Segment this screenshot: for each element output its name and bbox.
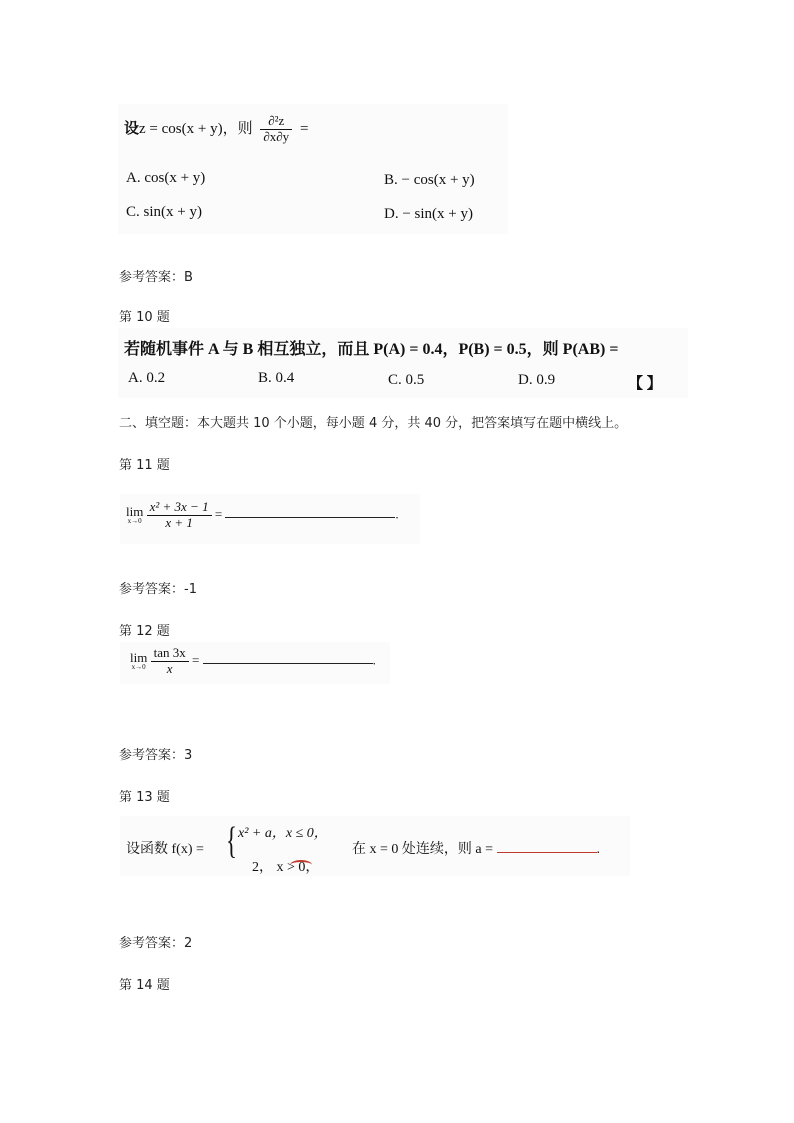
q9-stem <box>124 114 308 145</box>
q13-answer: 参考答案：2 <box>119 936 193 951</box>
q13-answer-blank <box>497 851 597 853</box>
q9-frac-num: ∂²z <box>260 114 292 130</box>
q13-period: . <box>596 842 601 857</box>
q12-fraction <box>151 646 189 677</box>
q10-option-a: A. 0.2 <box>128 370 166 386</box>
q12-period: . <box>372 652 376 668</box>
q13-case2: 2， x > 0， <box>252 860 320 875</box>
q12-answer-blank <box>203 662 373 664</box>
q11-frac-den: x + 1 <box>165 514 193 530</box>
q9-stem-suffix: = <box>299 120 309 137</box>
q11-heading: 第 11 题 <box>119 458 170 473</box>
q12-frac-den: x <box>166 660 173 676</box>
q12-lim-sub: x→0 <box>131 663 146 672</box>
q9-stem-func: z = cos(x + y)，则 <box>139 120 253 137</box>
q11-frac-num: x² + 3x − 1 <box>147 500 212 516</box>
q11-lim <box>126 505 143 525</box>
q13-brace: { <box>226 820 237 862</box>
q10-option-c: C. 0.5 <box>388 372 425 388</box>
q11-lim-word: lim <box>126 504 144 520</box>
q11-fraction <box>147 500 212 531</box>
q9-frac-den: ∂x∂y <box>263 128 290 144</box>
q14-heading: 第 14 题 <box>119 978 170 993</box>
q13-red-mark <box>290 860 312 870</box>
q13-stem-suffix <box>352 838 600 858</box>
q12-lim <box>130 651 147 671</box>
q10-heading: 第 10 题 <box>119 310 170 325</box>
q12-expression <box>130 646 376 677</box>
q9-stem-prefix: 设 <box>124 120 140 137</box>
q13-stem-prefix: 设函数 f(x) = <box>126 842 204 857</box>
section2-title: 二、填空题：本大题共 10 个小题，每小题 4 分，共 40 分，把答案填写在题中横线上。 <box>119 416 628 431</box>
q12-frac-num: tan 3x <box>151 646 189 662</box>
q12-equals: = <box>191 652 200 668</box>
q10-option-b: B. 0.4 <box>258 370 295 386</box>
q13-heading: 第 13 题 <box>119 790 170 805</box>
q9-answer: 参考答案：B <box>119 270 193 285</box>
q12-lim-word: lim <box>130 650 148 666</box>
q9-option-c: C. sin(x + y) <box>126 204 202 220</box>
q10-answer-bracket: 【 】 <box>628 376 662 392</box>
q13-case1: x² + a，x ≤ 0， <box>238 826 328 841</box>
q10-option-d: D. 0.9 <box>518 372 556 388</box>
q9-option-d: D. − sin(x + y) <box>384 206 473 222</box>
q11-lim-sub: x→0 <box>127 517 142 526</box>
q11-period: . <box>395 506 399 522</box>
q10-stem: 若随机事件 A 与 B 相互独立，而且 P(A) = 0.4，P(B) = 0.5，则 P(AB) = <box>124 341 619 358</box>
q11-answer-blank <box>225 516 395 518</box>
q11-answer: 参考答案：-1 <box>119 582 197 597</box>
q13-stem-suffix-text: 在 x = 0 处连续，则 a = <box>352 842 494 857</box>
q11-equals: = <box>214 506 223 522</box>
q9-option-b: B. − cos(x + y) <box>384 172 475 188</box>
q9-option-a: A. cos(x + y) <box>126 170 206 186</box>
q12-answer: 参考答案：3 <box>119 748 193 763</box>
q12-heading: 第 12 题 <box>119 624 170 639</box>
q11-expression <box>126 500 399 531</box>
q9-fraction <box>260 114 292 145</box>
